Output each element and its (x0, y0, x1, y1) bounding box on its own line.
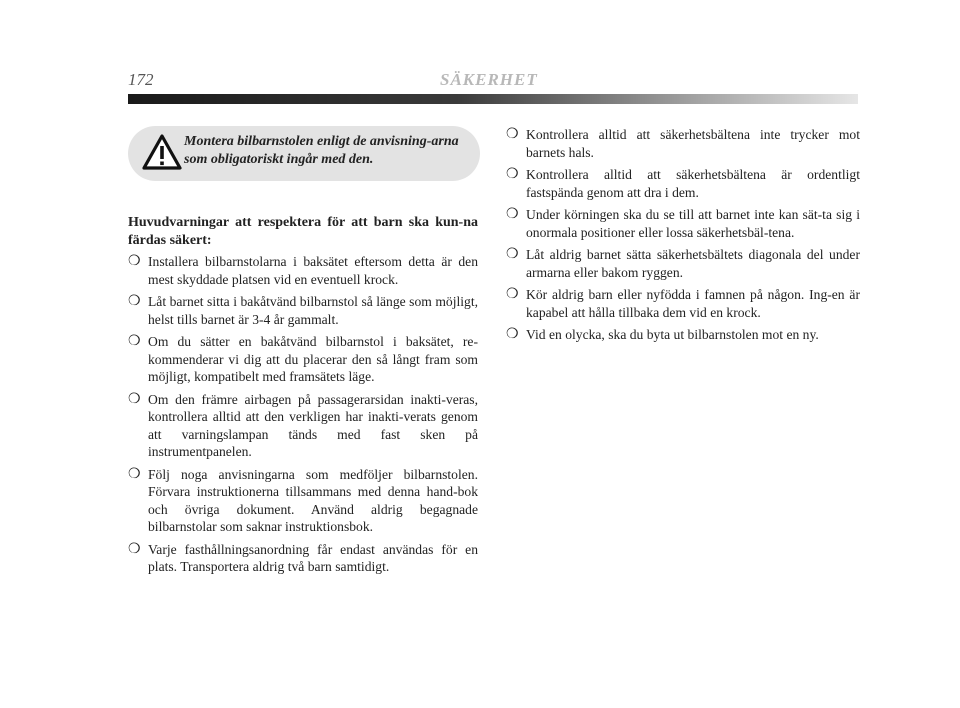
list-item-text: Kontrollera alltid att säkerhetsbältena är ordentligt fastspända genom att dra i dem. (526, 167, 860, 200)
bullet-icon: ❍ (128, 294, 141, 309)
list-item-text: Kontrollera alltid att säkerhetsbältena inte trycker mot barnets hals. (526, 127, 860, 160)
list-item (506, 326, 860, 344)
list-item-text: Om den främre airbagen på passagerarsidan inakti-veras, kontrollera alltid att den verkligen har inakti-verats genom att varningslampan tänds med fast sken på instrumentpanelen. (148, 391, 478, 459)
bullet-icon: ❍ (506, 207, 519, 222)
list-item-text: Låt barnet sitta i bakåtvänd bilbarnstol så länge som möjligt, helst tills barnet är 3-4 år gammalt. (148, 294, 478, 327)
list-item (506, 126, 860, 161)
right-column (506, 126, 860, 349)
list-item-text: Om du sätter en bakåtvänd bilbarnstol i baksätet, re-kommenderar vi dig att du placerar den så långt fram som möjligt, kompatibelt med framsätets läge. (148, 334, 478, 384)
right-bullet-list (506, 126, 860, 344)
warning-triangle-icon (142, 134, 182, 170)
bullet-icon: ❍ (128, 466, 141, 482)
bullet-icon: ❍ (506, 167, 519, 182)
list-item-text: Vid en olycka, ska du byta ut bilbarnstolen mot en ny. (526, 327, 819, 342)
bullet-icon: ❍ (506, 127, 519, 142)
list-item-text: Under körningen ska du se till att barnet inte kan sät-ta sig i onormala positioner eller lossa säkerhetsbäl-tena. (526, 207, 860, 240)
list-item-text: Varje fasthållningsanordning får endast användas för en plats. Transportera aldrig två barn samtidigt. (148, 541, 478, 574)
list-item-text: Installera bilbarnstolarna i baksätet eftersom detta är den mest skyddade platsen vid en eventuell krock. (148, 254, 478, 287)
list-item-text: Kör aldrig barn eller nyfödda i famnen på någon. Ing-en är kapabel att hålla tillbaka dem vid en krock. (526, 287, 860, 320)
list-item-text: Låt aldrig barnet sätta säkerhetsbältets diagonala del under armarna eller bakom ryggen. (526, 247, 860, 280)
list-item (128, 541, 478, 576)
bullet-icon: ❍ (128, 391, 141, 407)
list-item (506, 286, 860, 321)
header-rule (128, 94, 858, 104)
bullet-icon: ❍ (506, 247, 519, 262)
list-item-text: Följ noga anvisningarna som medföljer bilbarnstolen. Förvara instruktionerna tillsammans med denna hand-bok och övriga dokument. Använd aldrig begagnade bilbarnstolar som saknar instruktionsbok. (148, 466, 478, 534)
warning-text: Montera bilbarnstolen enligt de anvisning-arna som obligatoriskt ingår med den. (184, 134, 459, 167)
left-bullet-list (128, 253, 478, 576)
bullet-icon: ❍ (128, 541, 141, 557)
list-item (128, 466, 478, 536)
list-item (506, 246, 860, 281)
section-title: SÄKERHET (440, 70, 538, 89)
list-item (128, 253, 478, 288)
list-item (128, 333, 478, 386)
bullet-icon: ❍ (128, 254, 141, 269)
warning-box (128, 126, 480, 181)
list-item (506, 166, 860, 201)
intro-heading: Huvudvarningar att respektera för att barn ska kun-na färdas säkert: (128, 215, 478, 248)
left-column (128, 214, 478, 581)
list-item (506, 206, 860, 241)
list-item (128, 391, 478, 461)
bullet-icon: ❍ (506, 287, 519, 302)
bullet-icon: ❍ (506, 327, 519, 342)
list-item (128, 293, 478, 328)
bullet-icon: ❍ (128, 334, 141, 349)
page-number: 172 (128, 70, 154, 89)
